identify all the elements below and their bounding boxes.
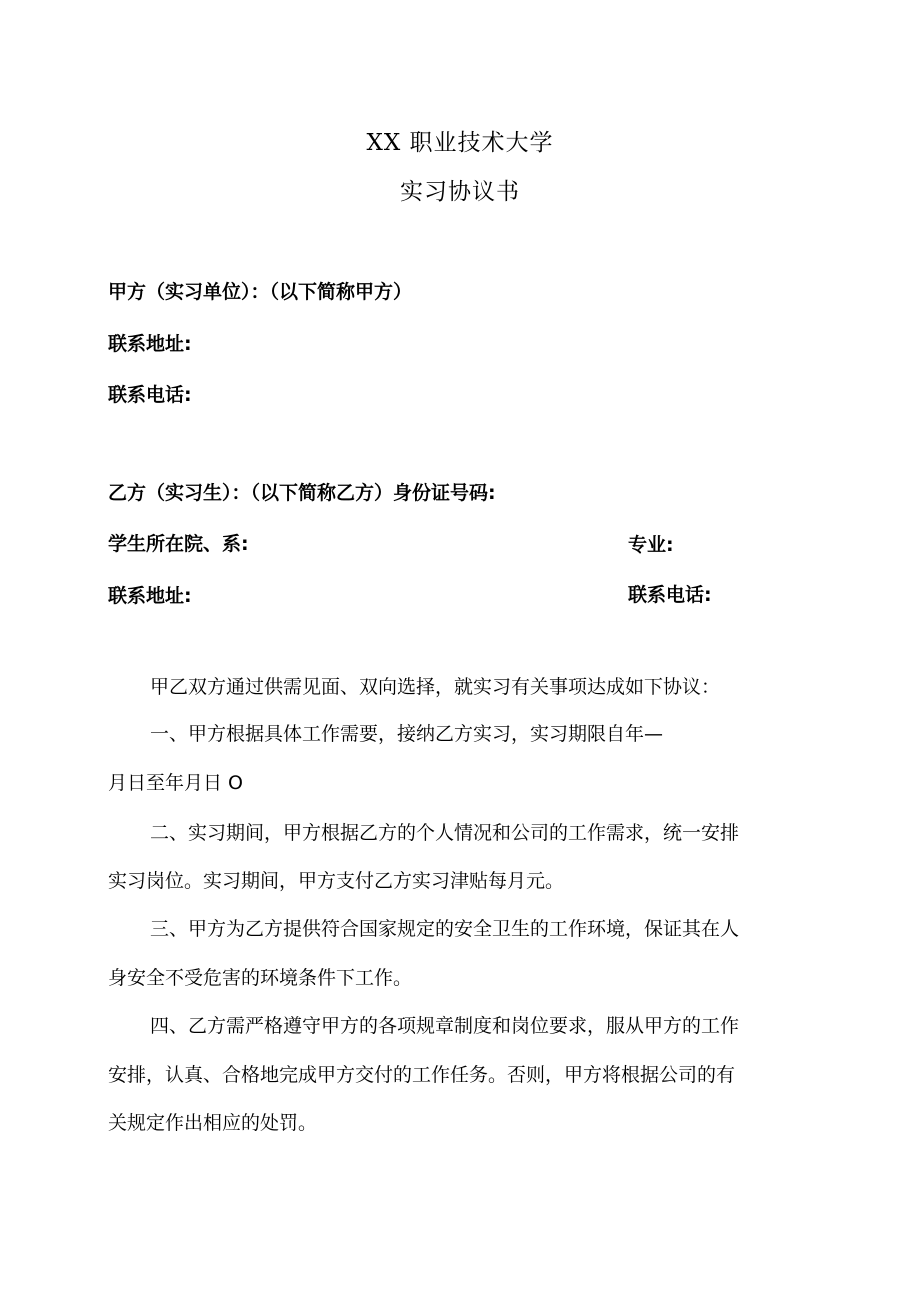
clause-3-line-1: 三、甲方为乙方提供符合国家规定的安全卫生的工作环境，保证其在人 <box>150 918 740 940</box>
intro-paragraph: 甲乙双方通过供需见面、双向选择，就实习有关事项达成如下协议： <box>150 676 721 698</box>
party-b-name-line: 乙方（实习生）：（以下简称乙方）身份证号码: <box>108 482 496 504</box>
party-a-address-label: 联系地址: <box>108 333 192 355</box>
university-name: XX 职业技术大学 <box>366 130 554 156</box>
party-a-phone-label: 联系电话: <box>108 384 192 406</box>
party-b-address-label: 联系地址: <box>108 585 192 607</box>
clause-4-line-1: 四、乙方需严格遵守甲方的各项规章制度和岗位要求，服从甲方的工作 <box>150 1015 740 1037</box>
party-b-school-label: 学生所在院、系: <box>108 533 249 555</box>
party-b-phone-label: 联系电话: <box>628 584 712 606</box>
party-a-name-line: 甲方（实习单位）：（以下简称甲方） <box>108 281 413 303</box>
clause-2-line-1: 二、实习期间，甲方根据乙方的个人情况和公司的工作需求，统一安排 <box>150 822 740 844</box>
clause-1-line-2: 月日至年月日 O <box>108 772 243 794</box>
clause-2-line-2: 实习岗位。实习期间，甲方支付乙方实习津贴每月元。 <box>108 870 565 892</box>
clause-1-line-1: 一、甲方根据具体工作需要，接纳乙方实习，实习期限自年— <box>150 723 664 745</box>
clause-4-line-2: 安排，认真、合格地完成甲方交付的工作任务。否则，甲方将根据公司的有 <box>108 1064 736 1086</box>
clause-4-line-3: 关规定作出相应的处罚。 <box>108 1112 318 1134</box>
clause-3-line-2: 身安全不受危害的环境条件下工作。 <box>108 967 413 989</box>
document-title: 实习协议书 <box>400 179 520 205</box>
party-b-major-label: 专业: <box>628 534 674 556</box>
